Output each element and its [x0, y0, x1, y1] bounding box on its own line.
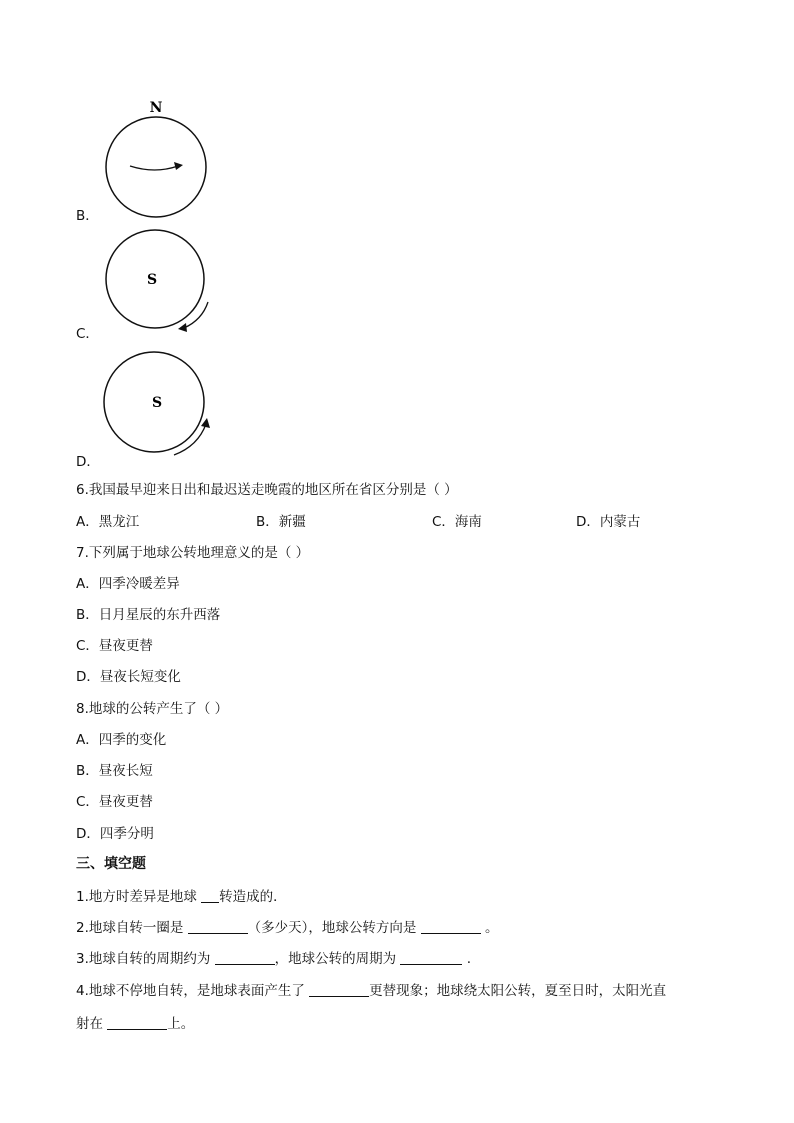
- figure-d-label: D．: [76, 454, 100, 470]
- north-pole-label: N: [149, 100, 163, 116]
- q7-option-d[interactable]: D．昼夜长短变化: [76, 669, 181, 685]
- fill-question-1: 1.地方时差异是地球 转造成的．: [76, 889, 287, 905]
- figure-b-label: B．: [76, 208, 99, 224]
- answer-blank[interactable]: [215, 950, 275, 965]
- q8-option-c[interactable]: C．昼夜更替: [76, 794, 153, 810]
- q7-option-b[interactable]: B．日月星辰的东升西落: [76, 607, 221, 623]
- answer-blank[interactable]: [107, 1015, 167, 1030]
- figure-b-diagram: [100, 96, 212, 218]
- q6-option-d[interactable]: D．内蒙古: [576, 514, 641, 530]
- q8-option-b[interactable]: B．昼夜长短: [76, 763, 153, 779]
- south-pole-label: S: [146, 272, 158, 288]
- question-7-stem: 7.下列属于地球公转地理意义的是（ ）: [76, 545, 310, 561]
- q7-option-c[interactable]: C．昼夜更替: [76, 638, 153, 654]
- fill-question-4-line-2: 射在 上。: [76, 1016, 195, 1032]
- rotation-arrow: [130, 166, 178, 170]
- q6-option-c[interactable]: C．海南: [432, 514, 482, 530]
- section-title: 三、填空题: [76, 856, 146, 872]
- answer-blank[interactable]: [400, 950, 462, 965]
- q7-option-a[interactable]: A．四季冷暖差异: [76, 576, 180, 592]
- figure-c-label: C．: [76, 326, 99, 342]
- q6-option-a[interactable]: A．黑龙江: [76, 514, 140, 530]
- q8-option-d[interactable]: D．四季分明: [76, 826, 154, 842]
- q8-option-a[interactable]: A．四季的变化: [76, 732, 167, 748]
- figure-d-diagram: [100, 350, 216, 462]
- q6-option-b[interactable]: B．新疆: [256, 514, 306, 530]
- answer-blank[interactable]: [188, 919, 248, 934]
- figure-c-diagram: [100, 228, 216, 334]
- answer-blank[interactable]: [309, 982, 369, 997]
- south-pole-label: S: [151, 395, 163, 411]
- fill-question-2: 2.地球自转一圈是 （多少天），地球公转方向是 。: [76, 920, 499, 936]
- fill-question-4-line-1: 4.地球不停地自转，是地球表面产生了 更替现象；地球绕太阳公转，夏至日时，太阳光直: [76, 983, 667, 999]
- fill-question-3: 3.地球自转的周期约为 ，地球公转的周期为 .: [76, 951, 472, 967]
- answer-blank[interactable]: [421, 919, 481, 934]
- earth-circle: [106, 117, 206, 217]
- question-6-stem: 6.我国最早迎来日出和最迟送走晚霞的地区所在省区分别是（ ）: [76, 482, 458, 498]
- answer-blank[interactable]: [201, 888, 219, 903]
- rotation-arrow: [174, 424, 206, 455]
- question-8-stem: 8.地球的公转产生了（ ）: [76, 701, 229, 717]
